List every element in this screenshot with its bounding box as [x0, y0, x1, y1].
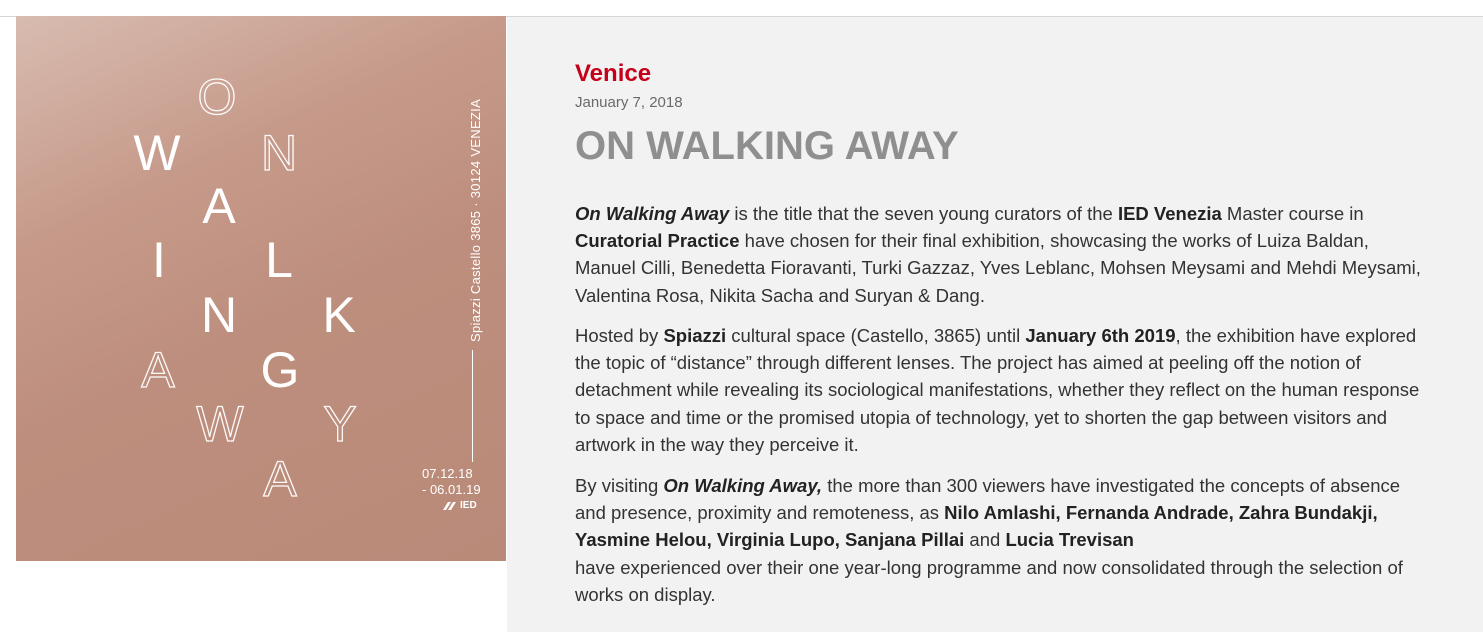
- article-date: January 7, 2018: [575, 94, 683, 111]
- poster-letter: N: [260, 125, 298, 181]
- exhibition-poster: [16, 16, 506, 561]
- article-paragraph: On Walking Away is the title that the seven young curators of the IED Venezia Master course in Curatorial Practice have chosen for their final exhibition, showcasing the works of Luiza Baldan, Manuel Cilli, Benedetta Fioravanti, Turki Gazzaz, Yves Leblanc, Mohsen Meysami and Mehdi Meysami, Valentina Rosa, Nikita Sacha and Suryan & Dang.: [575, 203, 1421, 306]
- poster-letter: A: [141, 342, 175, 398]
- article-paragraph: Hosted by Spiazzi cultural space (Castello, 3865) until January 6th 2019, the exhibition have explored the topic of “distance” through different lenses. The project has aimed at peeling off the notion of detachment while revealing its sociological manifestations, whether they reflect on the human response to space and time or the promised utopia of technology, yet to shorten the gap between visitors and artwork in the way they perceive it.: [575, 325, 1420, 455]
- poster-letter: W: [196, 396, 244, 452]
- article-paragraph: By visiting On Walking Away, the more than 300 viewers have investigated the concepts of absence and presence, proximity and remoteness, as Nilo Amlashi, Fernanda Andrade, Zahra Bundakji, Yasmine Helou, Virginia Lupo, Sanjana Pillai and Lucia Trevisan have experienced over their one year-long programme and now consolidated through the selection of works on display.: [575, 475, 1403, 605]
- poster-letter: O: [197, 69, 237, 125]
- article-title: ON WALKING AWAY: [575, 124, 959, 168]
- poster-letter: W: [133, 125, 181, 181]
- poster-letter: Y: [323, 396, 357, 452]
- ied-logo: IED: [442, 500, 477, 511]
- poster-letter: N: [200, 287, 238, 343]
- poster-letter: A: [263, 451, 297, 507]
- article: [507, 17, 1483, 632]
- poster-letter: I: [152, 232, 166, 288]
- poster-letter: G: [260, 342, 300, 398]
- poster-address: Spiazzi Castello 3865 · 30124 VENEZIA: [468, 98, 483, 342]
- poster-letter: L: [265, 232, 293, 288]
- poster-letter: K: [322, 287, 356, 343]
- poster-dates: 07.12.18 - 06.01.19: [422, 466, 481, 497]
- poster-letter: A: [202, 178, 236, 234]
- ied-logo-icon: [442, 501, 458, 511]
- article-city: Venice: [575, 60, 652, 87]
- poster-divider: [472, 350, 473, 462]
